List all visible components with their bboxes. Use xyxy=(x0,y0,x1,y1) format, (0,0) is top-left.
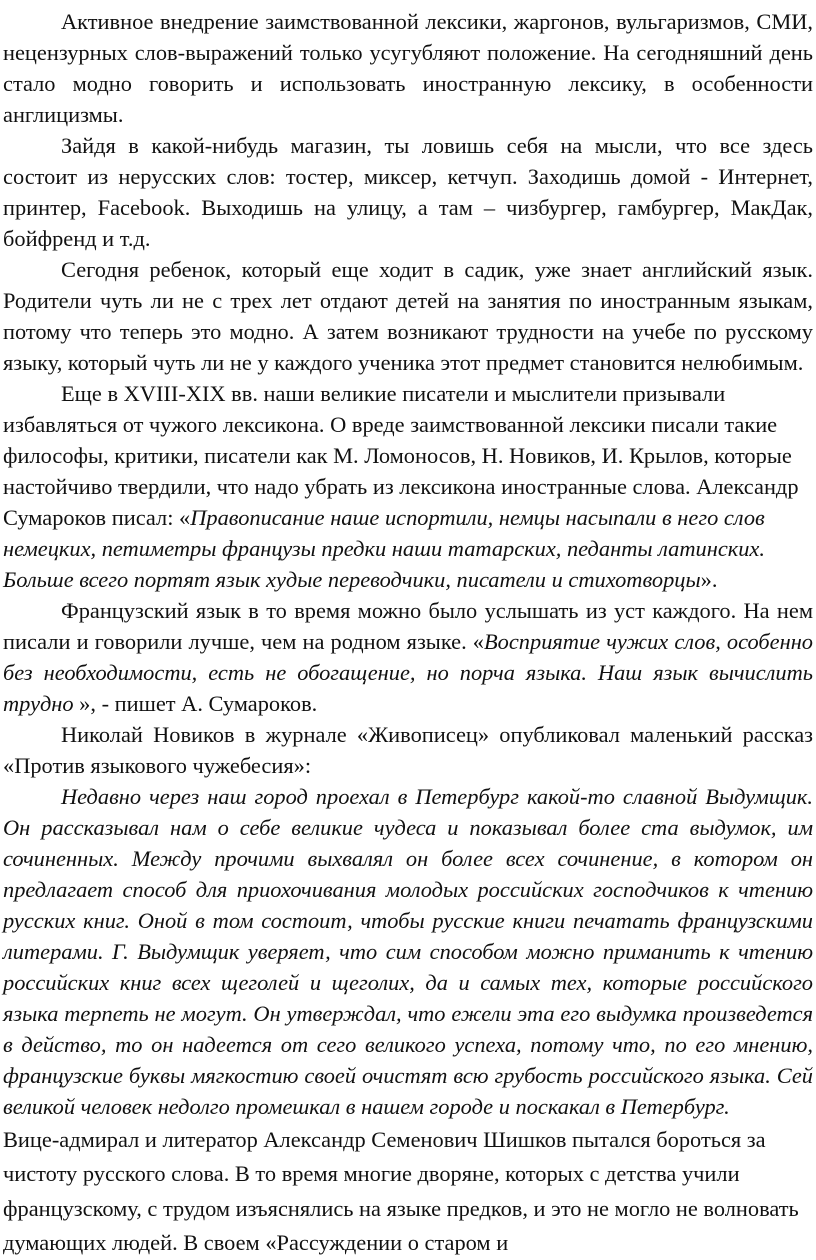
paragraph-french-language xyxy=(3,595,813,719)
paragraph-text: Французский язык в то время можно было услышать из уст каждого. На нем писали и говорили лучше, чем на родном языке. « xyxy=(3,598,813,654)
paragraph-borrowed-vocabulary: Активное внедрение заимствованной лексики, жаргонов, вульгаризмов, СМИ, нецензурных слов-выражений только усугубляют положение. На сегодняшний день стало модно говорить и использовать иностранную лексику, в особенности англицизмы. xyxy=(3,9,813,127)
paragraph-sumarokov-quote xyxy=(3,378,813,595)
italic-quote: Восприятие чужих слов, особенно без необходимости, есть не обогащение, но порча языка. Наш язык вычислить трудно xyxy=(3,629,813,716)
paragraph-novikov-story: Недавно через наш город проехал в Петербург какой-то славной Выдумщик. Он рассказывал нам о себе великие чудеса и показывал более ста выдумок, им сочиненных. Между прочими выхвалял он более всех сочинение, в котором он предлагает способ для приохочивания молодых российских господчиков к чтению русских книг. Оной в том состоит, чтобы русские книги печатать французскими литерами. Г. Выдумщик уверяет, что сим способом можно приманить к чтению российских книг всех щеголей и щеголих, да и самых тех, которые российского языка терпеть не могут. Он утверждал, что ежели эта его выдумка произведется в действо, то он надеется от сего великого успеха, потому что, по его мнению, французские буквы мягкостию своей очистят всю грубость российского языка. Сей великой человек недолго промешкал в нашем городе и поскакал в Петербург. xyxy=(3,784,813,1119)
paragraph-children-english: Сегодня ребенок, который еще ходит в садик, уже знает английский язык. Родители чуть ли не с трех лет отдают детей на занятия по иностранным языкам, потому что теперь это модно. А затем возникают трудности на учебе по русскому языку, который чуть ли не у каждого ученика этот предмет становится нелюбимым. xyxy=(3,257,813,375)
quote-end: ». xyxy=(700,567,718,592)
paragraph-shishkov: Вице-адмирал и литератор Александр Семенович Шишков пытался бороться за чистоту русского слова. В то время многие дворяне, которых с детства учили французскому, с трудом изъяснялись на языке предков, и это не могло не волновать думающих людей. В своем «Рассуждении о старом и xyxy=(3,1127,799,1255)
italic-quote: Правописание наше испортили, немцы насыпали в него слов немецких, петиметры французы предки наши татарских, педанты латинских. Больше всего портят язык худые переводчики, писатели и стихотворцы xyxy=(3,505,765,592)
paragraph-novikov-intro: Николай Новиков в журнале «Живописец» опубликовал маленький рассказ «Против языкового чужебесия»: xyxy=(3,722,813,778)
paragraph-shop-words: Зайдя в какой-нибудь магазин, ты ловишь себя на мысли, что все здесь состоит из нерусских слов: тостер, миксер, кетчуп. Заходишь домой - Интернет, принтер, Facebook. Выходишь на улицу, а там – чизбургер, гамбургер, МакДак, бойфренд и т.д. xyxy=(3,133,813,251)
quote-end: », - пишет А. Сумароков. xyxy=(79,691,318,716)
paragraph-text: Еще в XVIII-XIX вв. наши великие писатели и мыслители призывали избавляться от чужого лексикона. О вреде заимствованной лексики писали такие философы, критики, писатели как М. Ломоносов, Н. Новиков, И. Крылов, которые настойчиво твердили, что надо убрать из лексикона иностранные слова. Александр Сумароков писал: « xyxy=(3,381,799,530)
